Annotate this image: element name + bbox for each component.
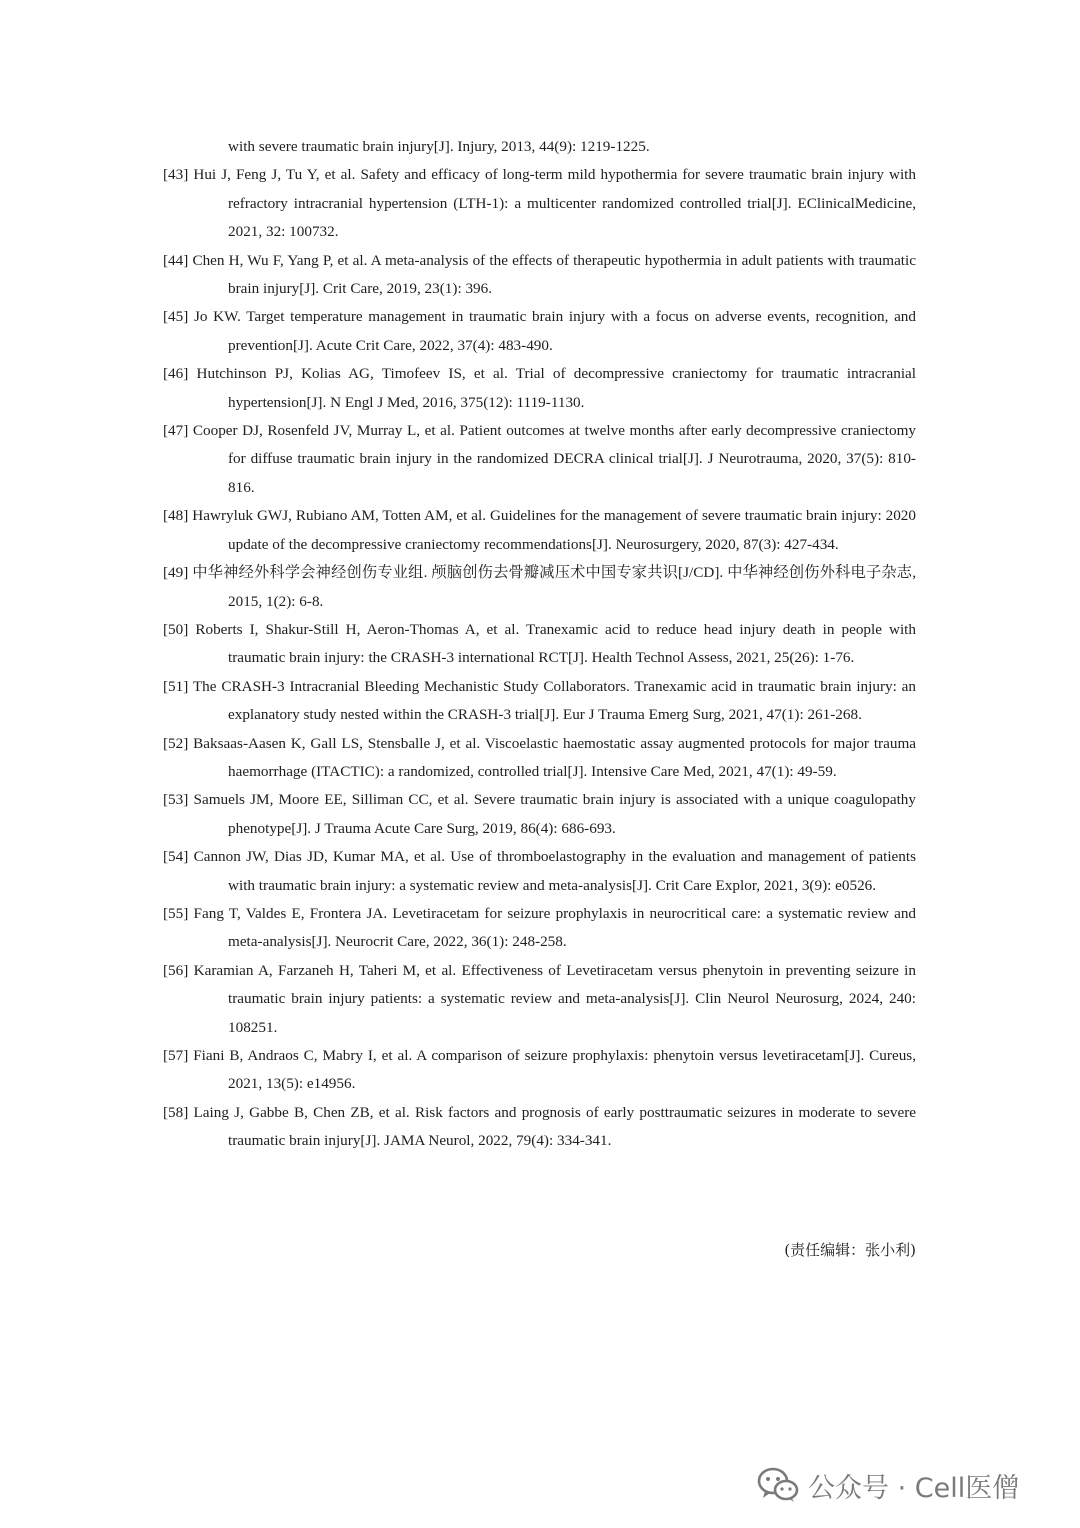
reference-text: Hutchinson PJ, Kolias AG, Timofeev IS, et al. Trial of decompressive craniectomy for traumatic intracranial hypertension[J]. N Engl J Med, 2016, 375(12): 1119-1130.: [196, 365, 917, 411]
reference-entry: [163, 360, 916, 417]
reference-text: Hui J, Feng J, Tu Y, et al. Safety and efficacy of long-term mild hypothermia for severe traumatic brain injury with refractory intracranial hypertension (LTH-1): a multicenter randomized controlled trial[J]. EClinicalMedicine, 2021, 32: 100732.: [193, 166, 916, 241]
reference-number: [53]: [163, 791, 189, 809]
reference-text: Fang T, Valdes E, Frontera JA. Levetiracetam for seizure prophylaxis in neurocritical care: a systematic review and meta-analysis[J]. Neurocrit Care, 2022, 36(1): 248-258.: [193, 904, 917, 951]
reference-number: [49]: [163, 564, 189, 582]
reference-text: Cannon JW, Dias JD, Kumar MA, et al. Use of thromboelastography in the evaluation and management of patients with traumatic brain injury: a systematic review and meta-analysis[J]. Crit Care Explor, 2021, 3(9): e0526.: [193, 848, 916, 894]
reference-number: [48]: [163, 507, 189, 525]
reference-text: Roberts I, Shakur-Still H, Aeron-Thomas A, et al. Tranexamic acid to reduce head injury death in people with traumatic brain injury: the CRASH-3 international RCT[J]. Health Technol Assess, 2021, 25(26): 1-76.: [195, 620, 916, 667]
reference-entry: [163, 502, 916, 559]
reference-entry: [163, 417, 916, 502]
wechat-icon: [756, 1465, 800, 1505]
watermark: [756, 1463, 1019, 1507]
reference-entry: [163, 133, 916, 161]
reference-text: Cooper DJ, Rosenfeld JV, Murray L, et al. Patient outcomes at twelve months after early decompressive craniectomy for diffuse traumatic brain injury in the randomized DECRA clinical trial[J]. J Neurotrauma, 2020, 37(5): 810-816.: [192, 422, 916, 496]
reference-entry: [163, 559, 916, 616]
reference-list: [163, 133, 916, 1156]
reference-text: Laing J, Gabbe B, Chen ZB, et al. Risk factors and prognosis of early posttraumatic seizures in moderate to severe traumatic brain injury[J]. JAMA Neurol, 2022, 79(4): 334-341.: [193, 1103, 916, 1150]
reference-number: [43]: [163, 166, 189, 184]
reference-entry: [163, 161, 916, 246]
reference-entry: [163, 843, 916, 900]
reference-text: Jo KW. Target temperature management in traumatic brain injury with a focus on adverse events, recognition, and prevention[J]. Acute Crit Care, 2022, 37(4): 483-490.: [193, 308, 916, 354]
reference-entry: [163, 673, 916, 730]
reference-text: Fiani B, Andraos C, Mabry I, et al. A comparison of seizure prophylaxis: phenytoin versus levetiracetam[J]. Cureus, 2021, 13(5): e14956.: [193, 1047, 917, 1093]
reference-number: [57]: [163, 1047, 189, 1064]
reference-number: [52]: [163, 734, 189, 752]
reference-text: Chen H, Wu F, Yang P, et al. A meta-analysis of the effects of therapeutic hypothermia in adult patients with traumatic brain injury[J]. Crit Care, 2019, 23(1): 396.: [192, 251, 916, 298]
reference-text: Karamian A, Farzaneh H, Taheri M, et al. Effectiveness of Levetiracetam versus phenytoin in preventing seizure in traumatic brain injury patients: a systematic review and meta-analysis[J]. Clin Neurol Neurosurg, 2024, 240: 108251.: [193, 961, 916, 1036]
reference-entry: [163, 730, 916, 787]
reference-entry: [163, 1042, 916, 1099]
reference-text: The CRASH-3 Intracranial Bleeding Mechanistic Study Collaborators. Tranexamic acid in traumatic brain injury: an explanatory study nested within the CRASH-3 trial[J]. Eur J Trauma Emerg Surg, 2021, 47(1): 261-268.: [192, 677, 916, 724]
reference-text: Baksaas-Aasen K, Gall LS, Stensballe J, et al. Viscoelastic haemostatic assay augmented protocols for major trauma haemorrhage (ITACTIC): a randomized, controlled trial[J]. Intensive Care Med, 2021, 47(1): 49-59.: [193, 734, 917, 780]
reference-text: Hawryluk GWJ, Rubiano AM, Totten AM, et al. Guidelines for the management of severe traumatic brain injury: 2020 update of the decompressive craniectomy recommendations[J]. Neurosurgery, 2020, 87(3): 427-434.: [192, 507, 916, 553]
reference-entry: [163, 1099, 916, 1156]
reference-entry: [163, 303, 916, 360]
reference-entry: [163, 957, 916, 1042]
reference-number: [54]: [163, 848, 189, 866]
reference-entry: [163, 900, 916, 957]
reference-number: [46]: [163, 365, 189, 383]
reference-number: [58]: [163, 1103, 189, 1121]
reference-number: [47]: [163, 422, 189, 440]
reference-entry: [163, 247, 916, 304]
reference-number: [55]: [163, 904, 189, 922]
reference-number: [44]: [163, 251, 189, 269]
reference-text: 中华神经外科学会神经创伤专业组. 颅脑创伤去骨瓣减压术中国专家共识[J/CD]. 中华神经创伤外科电子杂志, 2015, 1(2): 6-8.: [192, 564, 917, 610]
reference-number: [51]: [163, 677, 189, 695]
watermark-text: 公众号 · Cell医僧: [808, 1472, 1020, 1504]
reference-text: with severe traumatic brain injury[J]. Injury, 2013, 44(9): 1219-1225.: [228, 138, 650, 155]
reference-entry: [163, 786, 916, 843]
reference-text: Samuels JM, Moore EE, Silliman CC, et al. Severe traumatic brain injury is associated with a unique coagulopathy phenotype[J]. J Trauma Acute Care Surg, 2019, 86(4): 686-693.: [193, 791, 916, 837]
reference-number: [45]: [163, 308, 189, 326]
editor-note: (责任编辑：张小利): [784, 1241, 916, 1259]
reference-number: [56]: [163, 961, 189, 979]
reference-entry: [163, 616, 916, 673]
reference-number: [50]: [163, 620, 189, 638]
